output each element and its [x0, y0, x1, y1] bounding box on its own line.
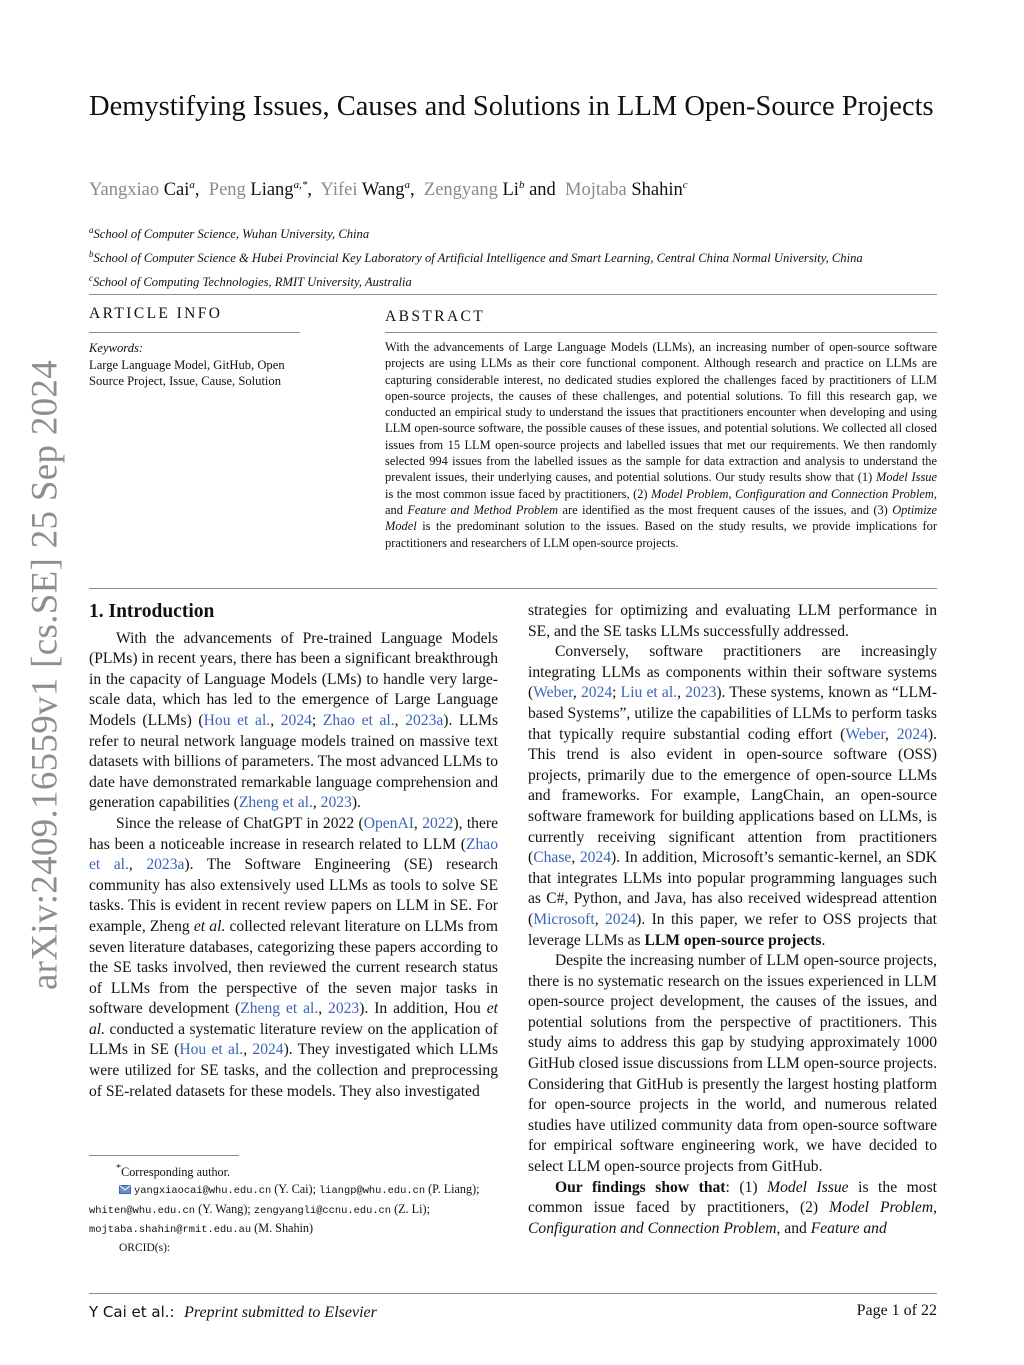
email-link[interactable]: whiten@whu.edu.cn	[89, 1204, 196, 1217]
citation-year-link[interactable]: 2023	[685, 684, 717, 702]
running-footer: Y Cai et al.: Preprint submitted to Elsevier	[89, 1303, 377, 1321]
paper-title: Demystifying Issues, Causes and Solutions in LLM Open-Source Projects	[89, 91, 934, 122]
arxiv-identifier: arXiv:2409.16559v1 [cs.SE] 25 Sep 2024	[24, 359, 66, 991]
abstract-body: With the advancements of Large Language Models (LLMs), an increasing number of open-source software projects are using LLMs as their core functional component. Although research and practice on LLMs are capturing considerable interest, no dedicated studies explored the challenges faced by practitioners of LLM open-source projects, the causes of these challenges, and potential solutions. To fill this research gap, we conducted an empirical study to understand the issues that practitioners encounter when developing and using LLM open-source software, the possible causes of these issues, and potential solutions. We collected all closed issues from 15 LLM open-source projects and labelled issues that met our requirements. We then randomly selected 994 issues from the labelled issues as the sample for data extraction and analysis to understand the prevalent issues, their underlying causes, and potential solutions. Our study results show that (1) Model Issue is the most common issue faced by practitioners, (2) Model Problem, Configuration and Connection Problem, and Feature and Method Problem are identified as the most frequent causes of the issues, and (3) Optimize Model is the predominant solution to the issues. Based on the study results, we provide implications for practitioners and researchers of LLM open-source projects.	[385, 340, 937, 550]
page-number: Page 1 of 22	[856, 1302, 937, 1319]
article-info-divider	[89, 332, 300, 333]
arxiv-sidebar	[20, 359, 70, 991]
citation-year-link[interactable]: 2023	[320, 794, 352, 812]
citation-year-link[interactable]: 2024	[252, 1041, 284, 1059]
citation-link[interactable]: OpenAI	[363, 814, 414, 832]
citation-link[interactable]: Zheng et al.	[240, 1000, 319, 1018]
paragraph: Our findings show that: (1) Model Issue is the most common issue faced by practitioners, (2) Model Problem, Configuration and Connection Problem, and Feature and	[528, 1178, 938, 1237]
citation-link[interactable]: Zhao et al.	[89, 835, 498, 874]
affiliations	[89, 220, 863, 293]
citation-year-link[interactable]: 2024	[896, 725, 928, 743]
email-link[interactable]: zengyangli@ccnu.edu.cn	[253, 1204, 392, 1217]
citation-link[interactable]: Chase	[533, 849, 572, 867]
citation-year-link[interactable]: 2024	[580, 684, 613, 702]
abstract-end-divider	[89, 588, 937, 589]
citation-link[interactable]: Microsoft	[533, 910, 595, 928]
email-link[interactable]: mojtaba.shahin@rmit.edu.au	[89, 1224, 252, 1237]
email-line: whiten@whu.edu.cn (Y. Wang); zengyangli@ccnu.edu.cn (Z. Li);	[89, 1201, 430, 1217]
citation-link[interactable]: Liu et al.	[620, 684, 678, 702]
section-heading: 1. Introduction	[89, 601, 215, 622]
paragraph: Conversely, software practitioners are increasingly integrating LLMs as components within their software systems (Weber, 2024; Liu et al., 2023). These systems, known as “LLM-based Systems”, utilize the capabilities of LLMs to perform tasks that typically require substantial coding effort (Weber, 2024). This trend is also evident in open-source software (OSS) projects, primarily due to the emergence of open-source LLMs and frameworks. For example, LangChain, an open-source software framework for building applications based on LLMs, is currently receiving significant attention from practitioners (Chase, 2024). In addition, Microsoft’s semantic-kernel, an SDK that integrates LLMs into popular programming languages such as C#, Python, and Java, has also received widespread attention (Microsoft, 2024). In this paper, we refer to OSS projects that leverage LLMs as LLM open-source projects.	[528, 643, 938, 949]
affiliation: $^b$School of Computer Science & Hubei Provincial Key Laboratory of Artificial Intelligence and Smart Learning, Central China Normal University, China	[89, 249, 863, 266]
citation-link[interactable]: Hou et al.	[203, 711, 271, 729]
paragraph: strategies for optimizing and evaluating LLM performance in SE, and the SE tasks LLMs successfully addressed.	[528, 602, 937, 640]
keywords-label: Keywords:	[89, 341, 144, 355]
citation-year-link[interactable]: 2023a	[146, 856, 185, 874]
left-column	[89, 602, 498, 1102]
corresponding-note: *Corresponding author.	[116, 1163, 231, 1180]
paragraph: Despite the increasing number of LLM open-source projects, there is no systematic research on the issues experienced in LLM open-source project development, the causes of the issues, and potential solutions from the perspective of practitioners. This study aims to address this gap by studying approximately 1000 GitHub closed issue discussions from LLM open-source projects. Considering that GitHub is presently the largest hosting platform for open-source projects in the world, and numerous related studies have utilized community data from open-source software for empirical software engineering work, we have decided to select LLM open-source projects from GitHub.	[528, 952, 937, 1176]
citation-year-link[interactable]: 2022	[422, 814, 454, 832]
citation-link[interactable]: Hou et al.	[179, 1041, 244, 1059]
footnote-divider	[89, 1155, 239, 1156]
author[interactable]: Yifei Wang$^a$,	[320, 179, 415, 201]
abstract-divider	[385, 332, 937, 333]
email-line: mojtaba.shahin@rmit.edu.au (M. Shahin)	[89, 1221, 314, 1237]
citation-year-link[interactable]: 2024	[579, 849, 612, 867]
author[interactable]: Mojtaba Shahin$^c$	[565, 179, 688, 201]
citation-link[interactable]: Weber	[533, 684, 573, 702]
author-list	[89, 179, 688, 201]
citation-year-link[interactable]: 2023	[328, 1000, 360, 1018]
email-line: yangxiaocai@whu.edu.cn (Y. Cai); liangp@whu.edu.cn (P. Liang);	[89, 1181, 509, 1200]
citation-link[interactable]: Weber	[845, 725, 886, 743]
article-info-heading: ARTICLE INFO	[89, 305, 223, 322]
footnote	[89, 1160, 509, 1257]
author[interactable]: Zengyang Li$^b$ and	[423, 179, 556, 201]
citation-year-link[interactable]: 2023a	[405, 711, 444, 729]
abstract-heading: ABSTRACT	[385, 308, 486, 325]
keywords-block	[89, 340, 319, 390]
email-link[interactable]: liangp@whu.edu.cn	[319, 1185, 426, 1198]
keywords-line: Large Language Model, GitHub, Open	[89, 357, 285, 372]
header-divider	[89, 294, 937, 295]
author[interactable]: Yangxiao Cai$^a$,	[89, 179, 200, 201]
citation-year-link[interactable]: 2024	[280, 711, 312, 729]
affiliation: $^c$School of Computing Technologies, RMIT University, Australia	[89, 273, 412, 290]
citation-link[interactable]: Zheng et al.	[238, 794, 313, 812]
keywords-line: Source Project, Issue, Cause, Solution	[89, 374, 282, 388]
citation-year-link[interactable]: 2024	[604, 910, 637, 928]
author[interactable]: Peng Liang$^{a,*}$,	[208, 179, 312, 201]
email-link[interactable]: yangxiaocai@whu.edu.cn	[134, 1185, 272, 1198]
orcid-label: ORCID(s):	[119, 1241, 171, 1254]
right-column	[528, 601, 937, 1239]
paragraph: With the advancements of Pre-trained Language Models (PLMs) in recent years, there has been a significant breakthrough in the capacity of Language Models (LMs) to handle very large-scale data, which has led to the emergence of Large Language Models (LLMs) (Hou et al., 2024; Zhao et al., 2023a). LLMs refer to neural network language models trained on massive text datasets with billions of parameters. The most advanced LLMs to date have demonstrated remarkable language comprehension and generation capabilities (Zheng et al., 2023).	[89, 629, 499, 812]
envelope-icon	[119, 1185, 131, 1194]
paragraph: Since the release of ChatGPT in 2022 (OpenAI, 2022), there has been a noticeable increase in research related to LLM (Zhao et al., 2023a). The Software Engineering (SE) research community has also extensively used LLMs as tools to solve SE tasks. This is evident in recent review papers on LLM in SE. For example, Zheng et al. collected relevant literature on LLMs from seven literature databases, categorizing these papers according to the SE tasks involved, then reviewed the current research status of LLMs from the perspective of the seven major tasks in software development (Zheng et al., 2023). In addition, Hou et al. conducted a systematic literature review on the application of LLMs in SE (Hou et al., 2024). They investigated which LLMs were utilized for SE tasks, and the collection and preprocessing of SE-related datasets for these models. They also investigated	[89, 814, 499, 1100]
affiliation: $^a$School of Computer Science, Wuhan University, China	[89, 225, 370, 242]
footer-divider	[89, 1293, 937, 1294]
citation-link[interactable]: Zhao et al.	[322, 711, 395, 729]
